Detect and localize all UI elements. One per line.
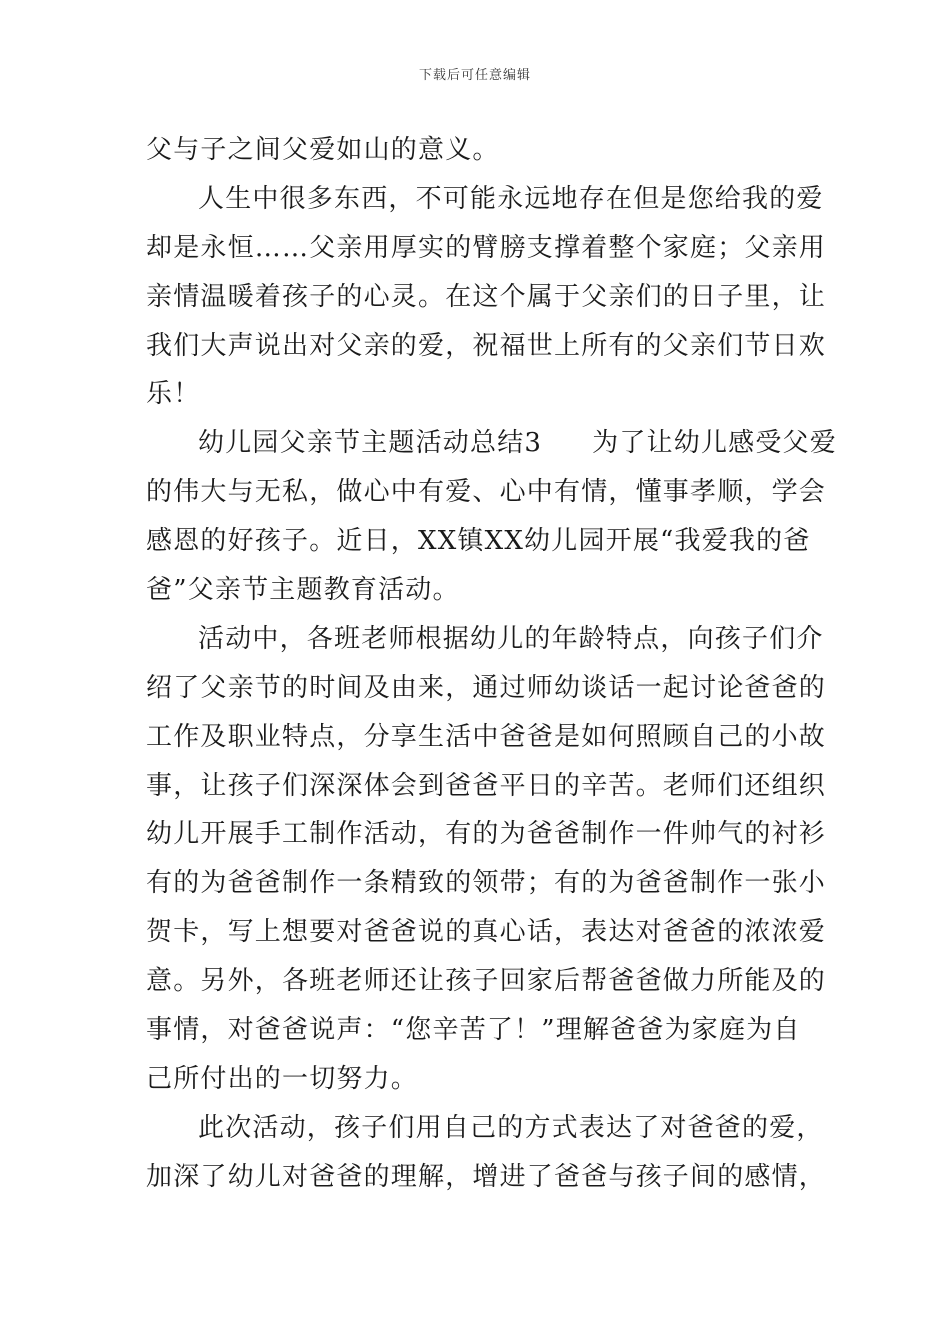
text-line: 贺卡，写上想要对爸爸说的真心话，表达对爸爸的浓浓爱 xyxy=(146,917,827,948)
text-line: 此次活动，孩子们用自己的方式表达了对爸爸的爱， xyxy=(198,1112,824,1143)
text-line: 有的为爸爸制作一条精致的领带；有的为爸爸制作一张小 xyxy=(146,868,827,899)
text-line: 感恩的好孩子。近日，XX镇XX幼儿园开展“我爱我的爸 xyxy=(146,526,811,557)
text-line: 工作及职业特点，分享生活中爸爸是如何照顾自己的小故 xyxy=(146,721,827,752)
text-line xyxy=(146,419,837,468)
text-line: 爸”父亲节主题教育活动。 xyxy=(146,575,460,606)
document-body xyxy=(146,126,837,1202)
page-header-note: 下载后可任意编辑 xyxy=(418,68,531,83)
text-line: 的伟大与无私，做心中有爱、心中有情，懂事孝顺，学会 xyxy=(146,477,827,508)
text-line: 意。另外，各班老师还让孩子回家后帮爸爸做力所能及的 xyxy=(146,966,827,997)
text-line: 父与子之间父爱如山的意义。 xyxy=(146,135,500,165)
text-line: 事，让孩子们深深体会到爸爸平日的辛苦。老师们还组织 xyxy=(146,770,827,801)
text-line: 加深了幼儿对爸爸的理解，增进了爸爸与孩子间的感情， xyxy=(146,1161,827,1192)
text-line: 乐！ xyxy=(146,379,201,410)
text-line-continuation: 为了让幼儿感受父爱 xyxy=(592,428,837,459)
text-line: 己所付出的一切努力。 xyxy=(146,1063,419,1094)
text-line: 幼儿开展手工制作活动，有的为爸爸制作一件帅气的衬衫 xyxy=(146,819,827,850)
text-line: 我们大声说出对父亲的爱，祝福世上所有的父亲们节日欢 xyxy=(146,330,827,361)
text-line: 却是永恒……父亲用厚实的臂膀支撑着整个家庭；父亲用 xyxy=(146,232,827,263)
text-line: 绍了父亲节的时间及由来，通过师幼谈话一起讨论爸爸的 xyxy=(146,672,827,703)
text-line: 事情，对爸爸说声：“您辛苦了！”理解爸爸为家庭为自 xyxy=(146,1015,801,1046)
text-line: 活动中，各班老师根据幼儿的年龄特点，向孩子们介 xyxy=(198,623,824,654)
section-title: 幼儿园父亲节主题活动总结3 xyxy=(198,428,543,459)
text-line: 亲情温暖着孩子的心灵。在这个属于父亲们的日子里，让 xyxy=(146,281,827,312)
text-line: 人生中很多东西，不可能永远地存在但是您给我的爱 xyxy=(198,183,824,214)
